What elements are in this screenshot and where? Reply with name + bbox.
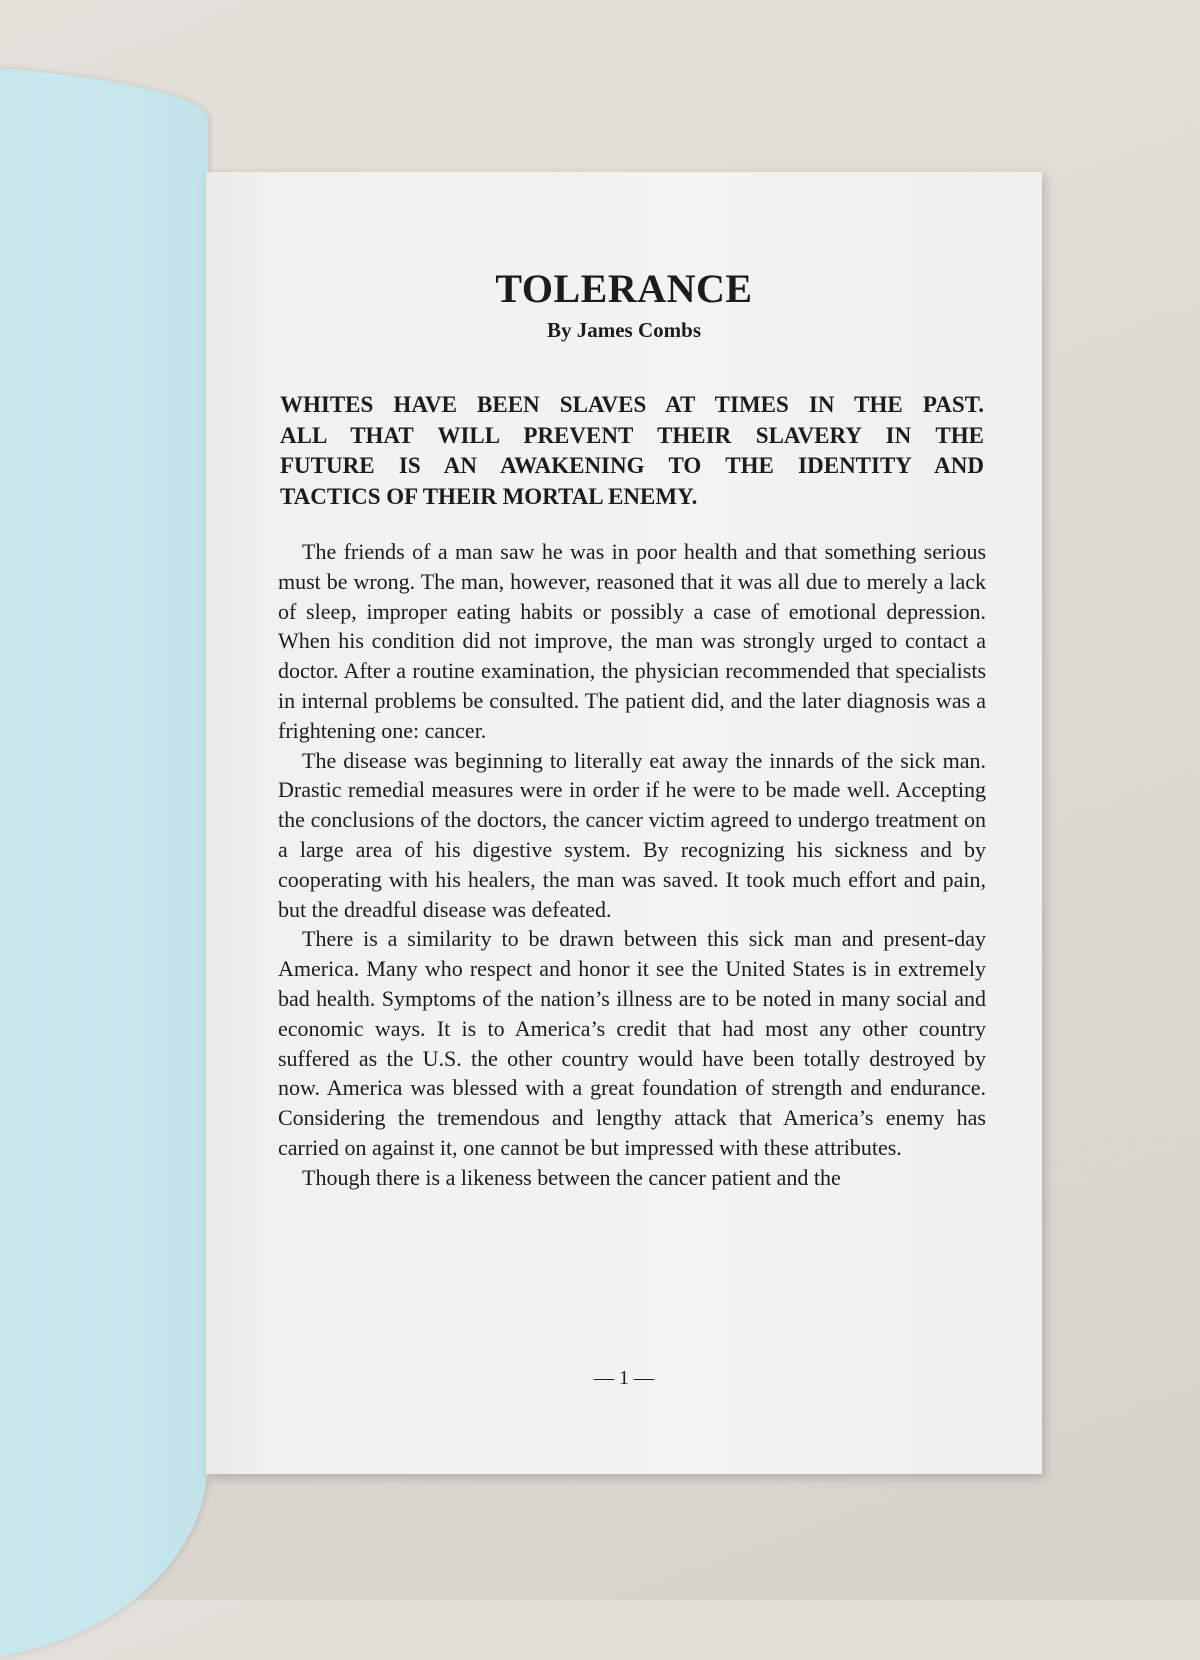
- lead-line: WHITES HAVE BEEN SLAVES AT TIMES IN THE PAST.: [280, 392, 984, 417]
- lead-line: TACTICS OF THEIR MORTAL ENEMY.: [280, 483, 698, 509]
- paragraph: The friends of a man saw he was in poor health and that something serious must be wrong. The man, however, reasoned that it was all due to merely a lack of sleep, improper eating habits or possibly a case of emotional depression. When his condition did not improve, the man was strongly urged to contact a doctor. After a routine examination, the physician recommended that specialists in internal problems be consulted. The patient did, and the later diagnosis was a frightening one: cancer.: [278, 539, 986, 743]
- lead-line: ALL THAT WILL PREVENT THEIR SLAVERY IN THE: [280, 422, 984, 448]
- paragraph: The disease was beginning to literally eat away the innards of the sick man. Drastic remedial measures were in order if he were to be made well. Accepting the conclusions of the doctors, the cancer victim agreed to undergo treatment on a large area of his digestive system. By recognizing his sickness and by cooperating with his healers, the man was saved. It took much effort and pain, but the dreadful disease was defeated.: [278, 747, 986, 922]
- page-title: TOLERANCE: [495, 266, 753, 311]
- lead-line: FUTURE IS AN AWAKENING TO THE IDENTITY AND: [280, 453, 984, 478]
- booklet-cover: [0, 60, 208, 1660]
- lead-statement: [280, 390, 984, 512]
- booklet-page: [206, 172, 1042, 1474]
- page-number: — 1 —: [594, 1367, 654, 1389]
- author-byline: By James Combs: [546, 318, 701, 342]
- paragraph: There is a similarity to be drawn between this sick man and present-day America. Many who respect and honor it see the United States is in extremely bad health. Symptoms of the nation’s illness are to be noted in many social and economic ways. It is to America’s credit that had most any other country suffered as the U.S. the other country would have been totally destroyed by now. America was blessed with a great foundation of strength and endurance. Considering the tremendous and lengthy attack that America’s enemy has carried on against it, one cannot be but impressed with these attributes.: [278, 926, 986, 1160]
- paragraph: Though there is a likeness between the cancer patient and the: [302, 1164, 841, 1190]
- article-body: [278, 537, 986, 1193]
